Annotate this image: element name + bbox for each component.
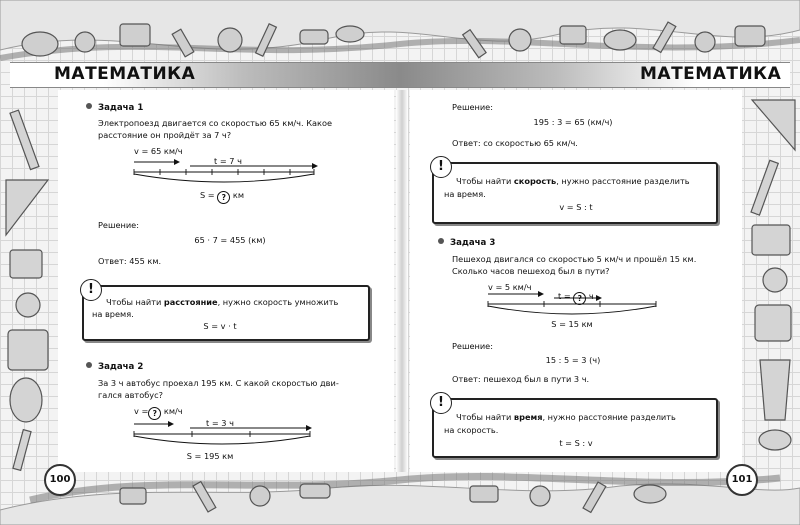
rule1-text-line2: на время.: [92, 309, 134, 319]
task2-segment-diagram: [130, 418, 320, 454]
task2-text-line1: За 3 ч автобус проехал 195 км. С какой скоростью дви-: [98, 378, 339, 388]
task2-time-label: t = 3 ч: [206, 418, 234, 428]
bullet-icon: [86, 103, 92, 109]
bullet-icon: [86, 362, 92, 368]
rule2-text: Чтобы найти скорость, нужно расстояние разделить: [456, 176, 690, 186]
task2-solution: 195 : 3 = 65 (км/ч): [533, 117, 613, 127]
task1-distance-label: S = ? км: [200, 190, 245, 202]
exclamation-icon: !: [430, 392, 452, 414]
task2-answer: Ответ: со скоростью 65 км/ч.: [452, 138, 578, 148]
rule2-text-line2: на время.: [444, 189, 486, 199]
task3-text-line2: Сколько часов пешеход был в пути?: [452, 266, 610, 276]
task3-speed-label: v = 5 км/ч: [488, 282, 532, 292]
unknown-circle: ?: [217, 191, 230, 204]
task3-text-line1: Пешеход двигался со скоростью 5 км/ч и прошёл 15 км.: [452, 254, 697, 264]
page-number-right: 101: [726, 464, 758, 496]
unknown-circle: ?: [148, 407, 161, 420]
rule2-formula: v = S : t: [559, 202, 593, 212]
task2-speed-label: v = ? км/ч: [134, 406, 183, 418]
task2-title: Задача 2: [86, 362, 143, 372]
task1-answer: Ответ: 455 км.: [98, 256, 162, 266]
left-page: [58, 90, 394, 472]
task3-title: Задача 3: [438, 238, 495, 248]
exclamation-icon: !: [80, 279, 102, 301]
rule3-keyword: время: [513, 412, 543, 422]
rule3-formula: t = S : v: [559, 438, 593, 448]
task3-distance-label: S = 15 км: [551, 319, 593, 329]
task3-answer: Ответ: пешеход был в пути 3 ч.: [452, 374, 590, 384]
rule2-keyword: скорость: [513, 176, 557, 186]
task2-text-line2: гался автобус?: [98, 390, 163, 400]
rule1-formula: S = v · t: [203, 321, 237, 331]
page-number-left: 100: [44, 464, 76, 496]
bullet-icon: [438, 238, 444, 244]
rule3-text: Чтобы найти время, нужно расстояние разделить: [456, 412, 676, 422]
task1-solution: 65 · 7 = 455 (км): [194, 235, 266, 245]
task1-title: Задача 1: [86, 103, 143, 113]
task3-time-label: t = ? ч: [558, 291, 594, 303]
header-title-left: МАТЕМАТИКА: [54, 64, 196, 84]
task1-text-line1: Электропоезд двигается со скоростью 65 км/ч. Какое: [98, 118, 333, 128]
rule1-text: Чтобы найти расстояние, нужно скорость умножить: [106, 297, 339, 307]
task2-solution-label: Решение:: [452, 102, 493, 112]
rule1-keyword: расстояние: [163, 297, 218, 307]
unknown-circle: ?: [573, 292, 586, 305]
rule3-text-line2: на скорость.: [444, 425, 499, 435]
task1-speed-label: v = 65 км/ч: [134, 146, 183, 156]
task3-solution: 15 : 5 = 3 (ч): [545, 355, 601, 365]
page-fold: [396, 90, 408, 472]
exclamation-icon: !: [430, 156, 452, 178]
task3-solution-label: Решение:: [452, 341, 493, 351]
task1-solution-label: Решение:: [98, 220, 139, 230]
task2-distance-label: S = 195 км: [186, 451, 234, 461]
task1-time-label: t = 7 ч: [214, 156, 242, 166]
task1-segment-diagram: [130, 154, 320, 194]
header-title-right: МАТЕМАТИКА: [640, 64, 782, 84]
task1-text-line2: расстояние он пройдёт за 7 ч?: [98, 130, 232, 140]
